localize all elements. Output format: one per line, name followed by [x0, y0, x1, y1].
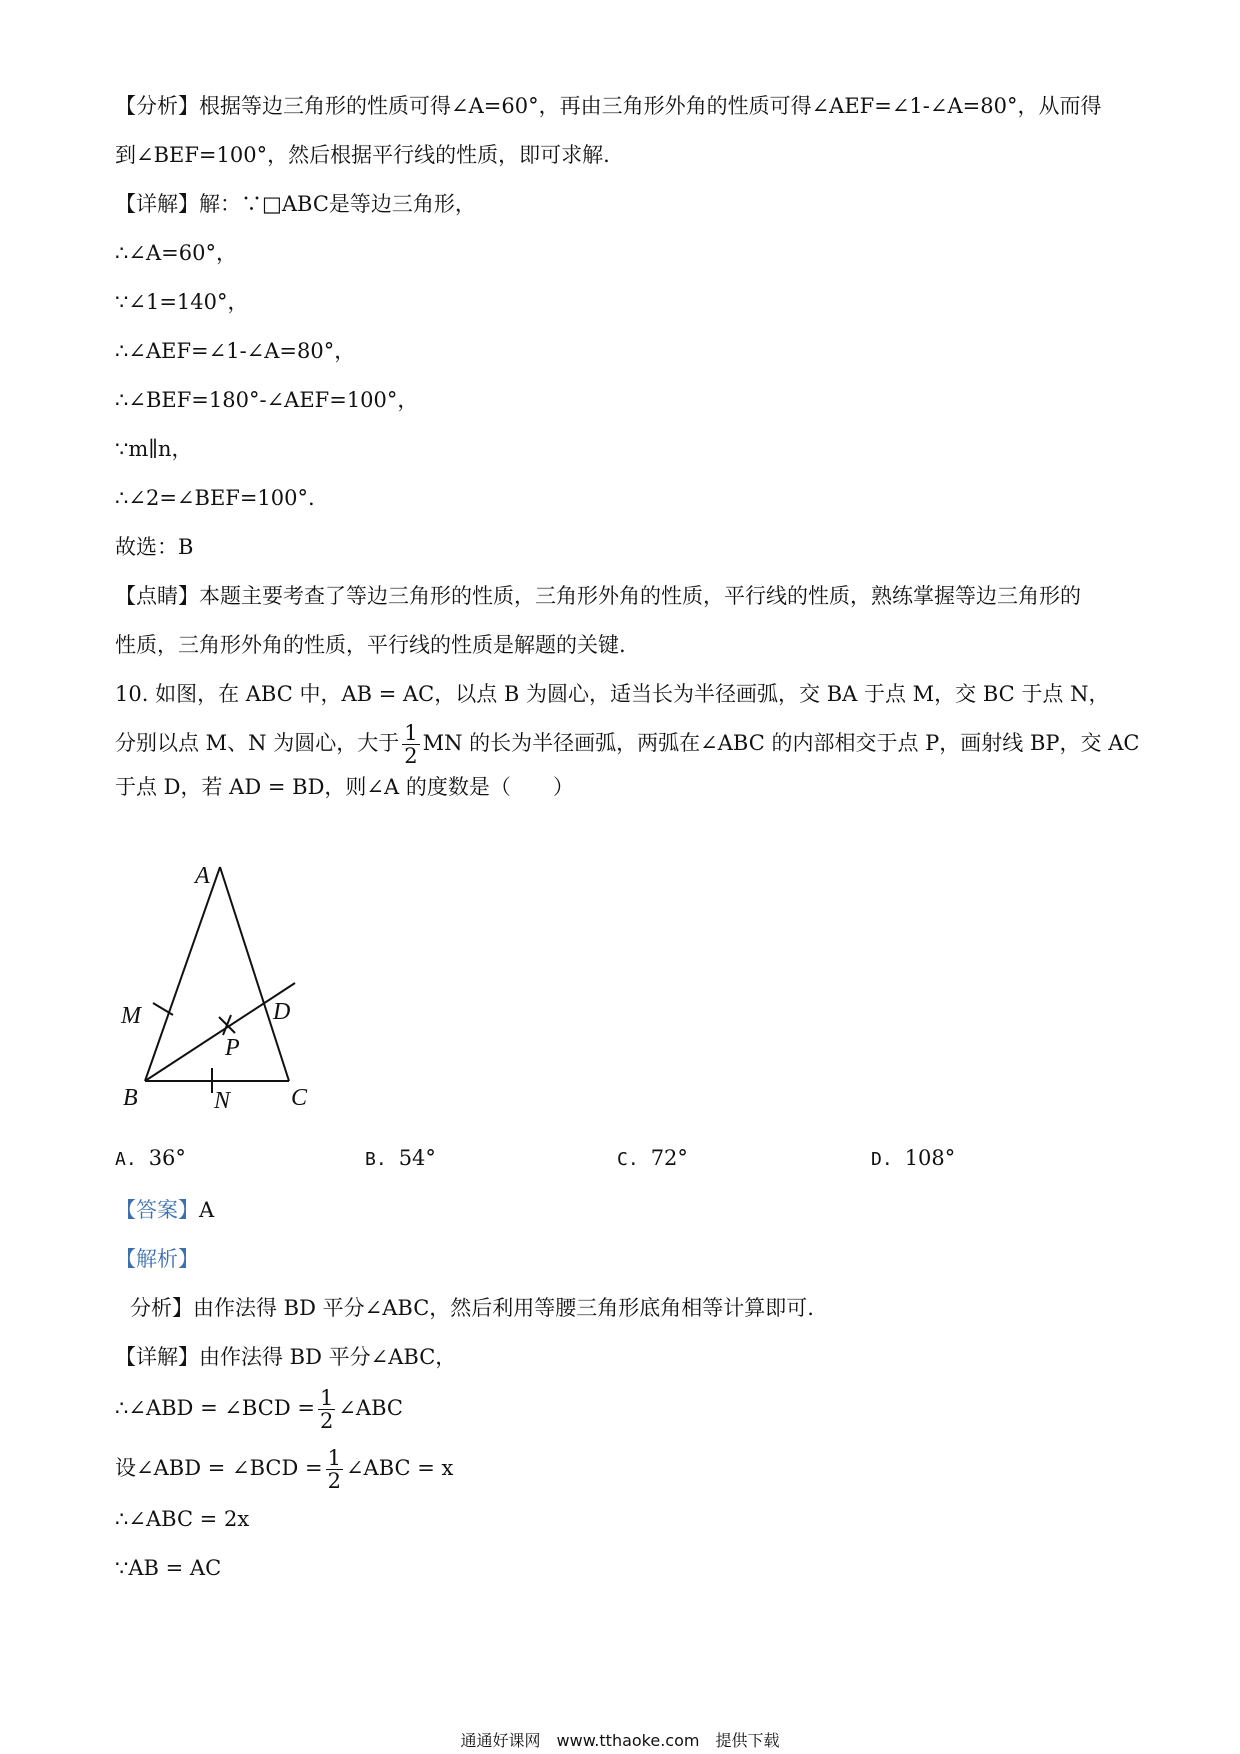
option-b: B. 54° — [365, 1146, 436, 1170]
page-footer: 通通好课网 www.tthaoke.com 提供下载 — [460, 1731, 780, 1750]
answer-value: A — [199, 1198, 215, 1222]
prev-step-6: ∴∠2=∠BEF=100°. — [115, 486, 315, 510]
question-line-2-post: MN 的长为半径画弧，两弧在∠ABC 的内部相交于点 P，画射线 BP，交 AC — [422, 731, 1140, 755]
prev-analysis-cont: 到∠BEF=100°，然后根据平行线的性质，即可求解. — [115, 143, 610, 167]
solution-step-1: ∴∠ABD = ∠BCD = $\frac{1}{2}$ ∠ABC — [115, 1386, 403, 1433]
question-fraction — [402, 722, 419, 767]
prev-step-2: ∵∠1=140°， — [115, 290, 249, 314]
label-a: A — [195, 863, 210, 889]
prev-comment-cont: 性质，三角形外角的性质，平行线的性质是解题的关键. — [115, 633, 626, 657]
question-line-1: 10. 如图，在 ABC 中，AB = AC，以点 B 为圆心，适当长为半径画弧，交 BA 于点 M，交 BC 于点 N， — [115, 682, 1110, 706]
answer-label: 【答案】 — [115, 1198, 199, 1222]
label-n: N — [214, 1088, 231, 1114]
solution-detail: 【详解】由作法得 BD 平分∠ABC， — [115, 1345, 457, 1369]
answer-options — [115, 1146, 1135, 1176]
step1-fraction: $\frac{1}{2}$ — [319, 1386, 334, 1433]
answer-line — [115, 1196, 1135, 1224]
document-body — [115, 92, 1140, 801]
prev-detail-intro: 【详解】解：∵□ABC是等边三角形， — [115, 192, 476, 216]
analysis-label: 【解析】 — [115, 1247, 199, 1271]
label-d: D — [273, 999, 291, 1025]
triangle-diagram — [115, 855, 335, 1115]
prev-analysis: 【分析】根据等边三角形的性质可得∠A=60°，再由三角形外角的性质可得∠AEF=∠1-∠A=80°，从而得 — [115, 94, 1102, 118]
fraction-denominator: 2 — [404, 744, 418, 768]
label-m: M — [121, 1003, 141, 1029]
side-ab — [145, 867, 220, 1081]
solution-step-4: ∵AB = AC — [115, 1556, 222, 1580]
question-line-2 — [115, 718, 1140, 768]
label-p: P — [225, 1035, 240, 1061]
step2-fraction: $\frac{1}{2}$ — [327, 1446, 341, 1493]
question-line-3: 于点 D，若 AD = BD，则∠A 的度数是（ ） — [115, 775, 574, 799]
triangle-figure — [115, 855, 335, 1119]
solution-step-3: ∴∠ABC = 2x — [115, 1507, 250, 1531]
option-a: A. 36° — [115, 1146, 186, 1170]
label-c: C — [291, 1085, 308, 1111]
option-c: C. 72° — [617, 1146, 688, 1170]
question-line-2-pre: 分别以点 M、N 为圆心，大于 — [115, 731, 400, 755]
fraction-numerator: 1 — [404, 721, 418, 745]
solution-block — [115, 1196, 1135, 1582]
prev-step-1: ∴∠A=60°， — [115, 241, 237, 265]
prev-step-4: ∴∠BEF=180°-∠AEF=100°， — [115, 388, 419, 412]
prev-comment: 【点睛】本题主要考查了等边三角形的性质，三角形外角的性质，平行线的性质，熟练掌握等边三角形的 — [115, 584, 1081, 608]
option-d: D. 108° — [871, 1146, 956, 1170]
prev-step-3: ∴∠AEF=∠1-∠A=80°， — [115, 339, 356, 363]
solution-analysis: 分析】由作法得 BD 平分∠ABC，然后利用等腰三角形底角相等计算即可. — [130, 1296, 814, 1320]
prev-choice: 故选：B — [115, 535, 194, 559]
label-b: B — [123, 1085, 138, 1111]
prev-step-5: ∵m∥n， — [115, 437, 193, 461]
solution-step-2: 设∠ABD = ∠BCD = $\frac{1}{2}$ ∠ABC = x — [115, 1446, 454, 1493]
